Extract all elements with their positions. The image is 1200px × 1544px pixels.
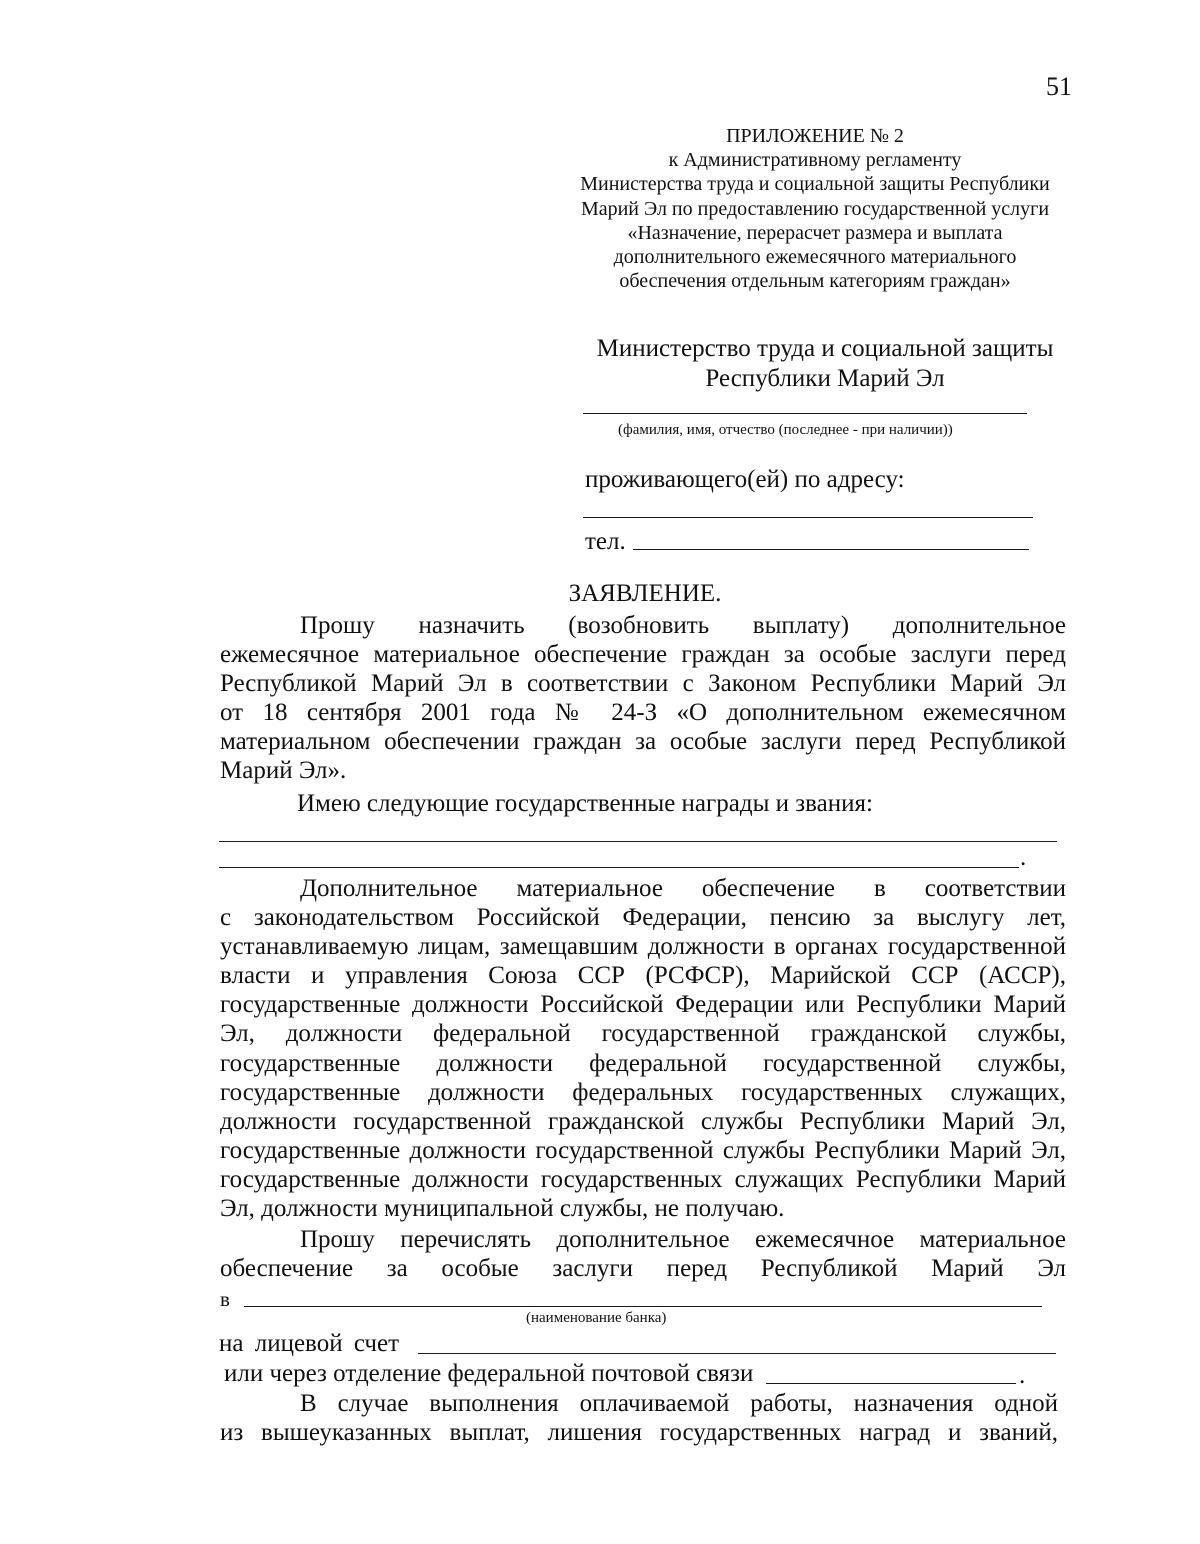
- document-title: ЗАЯВЛЕНИЕ.: [568, 580, 722, 607]
- paragraph-request: [220, 611, 1066, 786]
- paragraph-line: должности государственной гражданской службы Республики Марий Эл,: [220, 1107, 1066, 1135]
- page-number: 51: [1046, 72, 1072, 101]
- addressee: [560, 334, 1090, 394]
- paragraph-line: материальном обеспечении граждан за особые заслуги перед Республикой: [220, 728, 1066, 756]
- paragraph-line: обеспечение за особые заслуги перед Республикой Марий Эл: [220, 1255, 1066, 1283]
- paragraph-line: В случае выполнения оплачиваемой работы, назначения одной: [300, 1390, 1058, 1417]
- paragraph-line: из вышеуказанных выплат, лишения государственных наград и званий,: [220, 1419, 1058, 1447]
- annex-line: Министерства труда и социальной защиты Республики: [580, 173, 1050, 196]
- paragraph-line: государственные должности государственных служащих Республики Марий: [220, 1165, 1066, 1193]
- paragraph-line: Эл, должности федеральной государственной гражданской службы,: [220, 1020, 1066, 1048]
- bank-caption: (наименование банка): [526, 1310, 667, 1326]
- annex-title: ПРИЛОЖЕНИЕ № 2: [726, 125, 904, 147]
- paragraph-line: с законодательством Российской Федерации, пенсию за выслугу лет,: [220, 904, 1066, 932]
- annex-line: Марий Эл по предоставлению государственной услуги: [580, 197, 1050, 220]
- fio-blank-line[interactable]: [583, 413, 1027, 414]
- awards-blank-line-2[interactable]: [219, 867, 1019, 868]
- post-blank-line[interactable]: [766, 1383, 1016, 1384]
- paragraph-line: устанавливаемую лицам, замещавшим должности в органах государственной: [220, 933, 1066, 961]
- paragraph-line: Прошу перечислять дополнительное ежемесячное материальное: [300, 1226, 1066, 1253]
- addressee-line: Министерство труда и социальной защиты: [596, 335, 1054, 362]
- post-end-dot: .: [1019, 1362, 1026, 1389]
- paragraph-line: Марий Эл».: [220, 757, 347, 785]
- paragraph-line: Республикой Марий Эл в соответствии с Законом Республики Марий Эл: [220, 670, 1066, 698]
- paragraph-line: Эл, должности муниципальной службы, не получаю.: [220, 1195, 785, 1223]
- fio-caption: (фамилия, имя, отчество (последнее - при наличии)): [618, 422, 953, 438]
- paragraph-line: ежемесячное материальное обеспечение граждан за особые заслуги перед: [220, 641, 1066, 669]
- annex-line: к Административному регламенту: [668, 149, 962, 172]
- annex-line: дополнительного ежемесячного материального: [613, 246, 1017, 269]
- phone-blank-line[interactable]: [633, 549, 1029, 550]
- paragraph-declaration: [220, 874, 1066, 1223]
- address-blank-line[interactable]: [583, 517, 1033, 518]
- annex-line: «Назначение, перерасчет размера и выплата: [627, 221, 1003, 244]
- address-label: проживающего(ей) по адресу:: [585, 466, 905, 493]
- annex-line: обеспечения отдельным категориям граждан»: [619, 270, 1011, 293]
- paragraph-obligation: [220, 1389, 1058, 1447]
- paragraph-line: власти и управления Союза ССР (РСФСР), Марийской ССР (АССР),: [220, 962, 1066, 990]
- paragraph-line: государственные должности государственной службы Республики Марий Эл,: [220, 1136, 1066, 1164]
- awards-blank-line-1[interactable]: [219, 841, 1057, 842]
- phone-label: тел.: [585, 528, 626, 555]
- bank-blank-line[interactable]: [244, 1306, 1042, 1307]
- post-label: или через отделение федеральной почтовой связи: [224, 1360, 754, 1387]
- paragraph-line: государственные должности Российской Федерации или Республики Марий: [220, 991, 1066, 1019]
- paragraph-line: Дополнительное материальное обеспечение в соответствии: [300, 875, 1066, 902]
- account-label: на лицевой счет: [219, 1330, 400, 1357]
- annex-header: [545, 124, 1085, 293]
- paragraph-transfer: [220, 1225, 1066, 1283]
- bank-prefix: в: [220, 1287, 230, 1311]
- awards-end-dot: .: [1020, 844, 1027, 871]
- addressee-line: Республики Марий Эл: [705, 365, 945, 392]
- awards-label: Имею следующие государственные награды и звания:: [297, 790, 873, 817]
- paragraph-line: от 18 сентября 2001 года № 24-З «О дополнительном ежемесячном: [220, 699, 1066, 727]
- account-blank-line[interactable]: [418, 1353, 1056, 1354]
- paragraph-line: государственные должности федеральных государственных служащих,: [220, 1078, 1066, 1106]
- paragraph-line: Прошу назначить (возобновить выплату) дополнительное: [300, 612, 1066, 639]
- paragraph-line: государственные должности федеральной государственной службы,: [220, 1049, 1066, 1077]
